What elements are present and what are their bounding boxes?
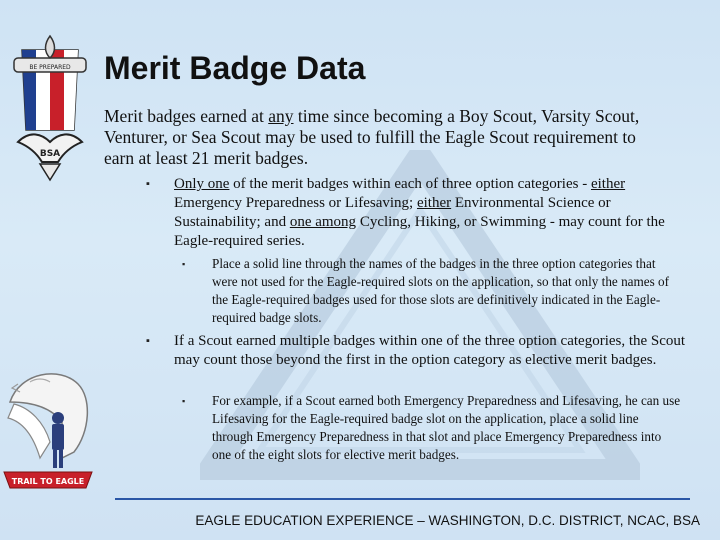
footer-text: EAGLE EDUCATION EXPERIENCE – WASHINGTON, D.C. DISTRICT, NCAC, BSA [195, 513, 700, 528]
sub-bullet-text: Place a solid line through the names of the badges in the three option categories that were not used for the Eagle-required slots on the application, so that only the names of the Eagle-required badges used for those slots are definitively indicated in the Eagle-required badge slots. [212, 256, 670, 325]
intro-paragraph: Merit badges earned at any time since becoming a Boy Scout, Varsity Scout, Venturer, or Sea Scout may be used to fulfill the Eagle Scout requirement to earn at least 21 merit badges. [104, 106, 640, 168]
sub-bullet-list-1 [182, 255, 682, 327]
bullet-list-1 [146, 175, 686, 251]
emblem-ribbon-text: TRAIL TO EAGLE [11, 477, 85, 486]
sub-bullet-place-line [182, 255, 682, 327]
bullet-text: Only one of the merit badges within each of three option categories - either Emergency Preparedness or Lifesaving; either Environmental Science or Sustainability; and one among Cycling, Hiking, or Swimming - may count for the Eagle-required series. [174, 176, 665, 249]
bullet-marker-icon: ▪ [146, 335, 150, 347]
bullet-multiple-badges [146, 332, 686, 370]
bullet-text: If a Scout earned multiple badges within one of the three option categories, the Scout may count those beyond the first in the option category as elective merit badges. [174, 333, 686, 368]
sub-bullet-marker-icon: ▪ [182, 259, 186, 269]
sub-bullet-text: For example, if a Scout earned both Emergency Preparedness and Lifesaving, he can use Lifesaving for the Eagle-required badge slot on the application, place a solid line through Emergency Preparedness in that slot and place Emergency Preparedness into one of the eight slots for elective merit badges. [212, 393, 681, 462]
footer-divider [115, 498, 690, 500]
sub-bullet-list-2 [182, 392, 682, 464]
slide-title: Merit Badge Data [104, 50, 366, 86]
eagle-badge-icon [10, 30, 90, 185]
bullet-option-categories [146, 175, 686, 251]
sub-bullet-example [182, 392, 682, 464]
badge-bsa-text: BSA [39, 149, 61, 159]
badge-scroll-text: BE PREPARED [29, 64, 71, 71]
bullet-marker-icon: ▪ [146, 178, 150, 190]
sub-bullet-marker-icon: ▪ [182, 396, 186, 406]
trail-to-eagle-emblem [0, 362, 96, 502]
bullet-list-2 [146, 332, 686, 370]
